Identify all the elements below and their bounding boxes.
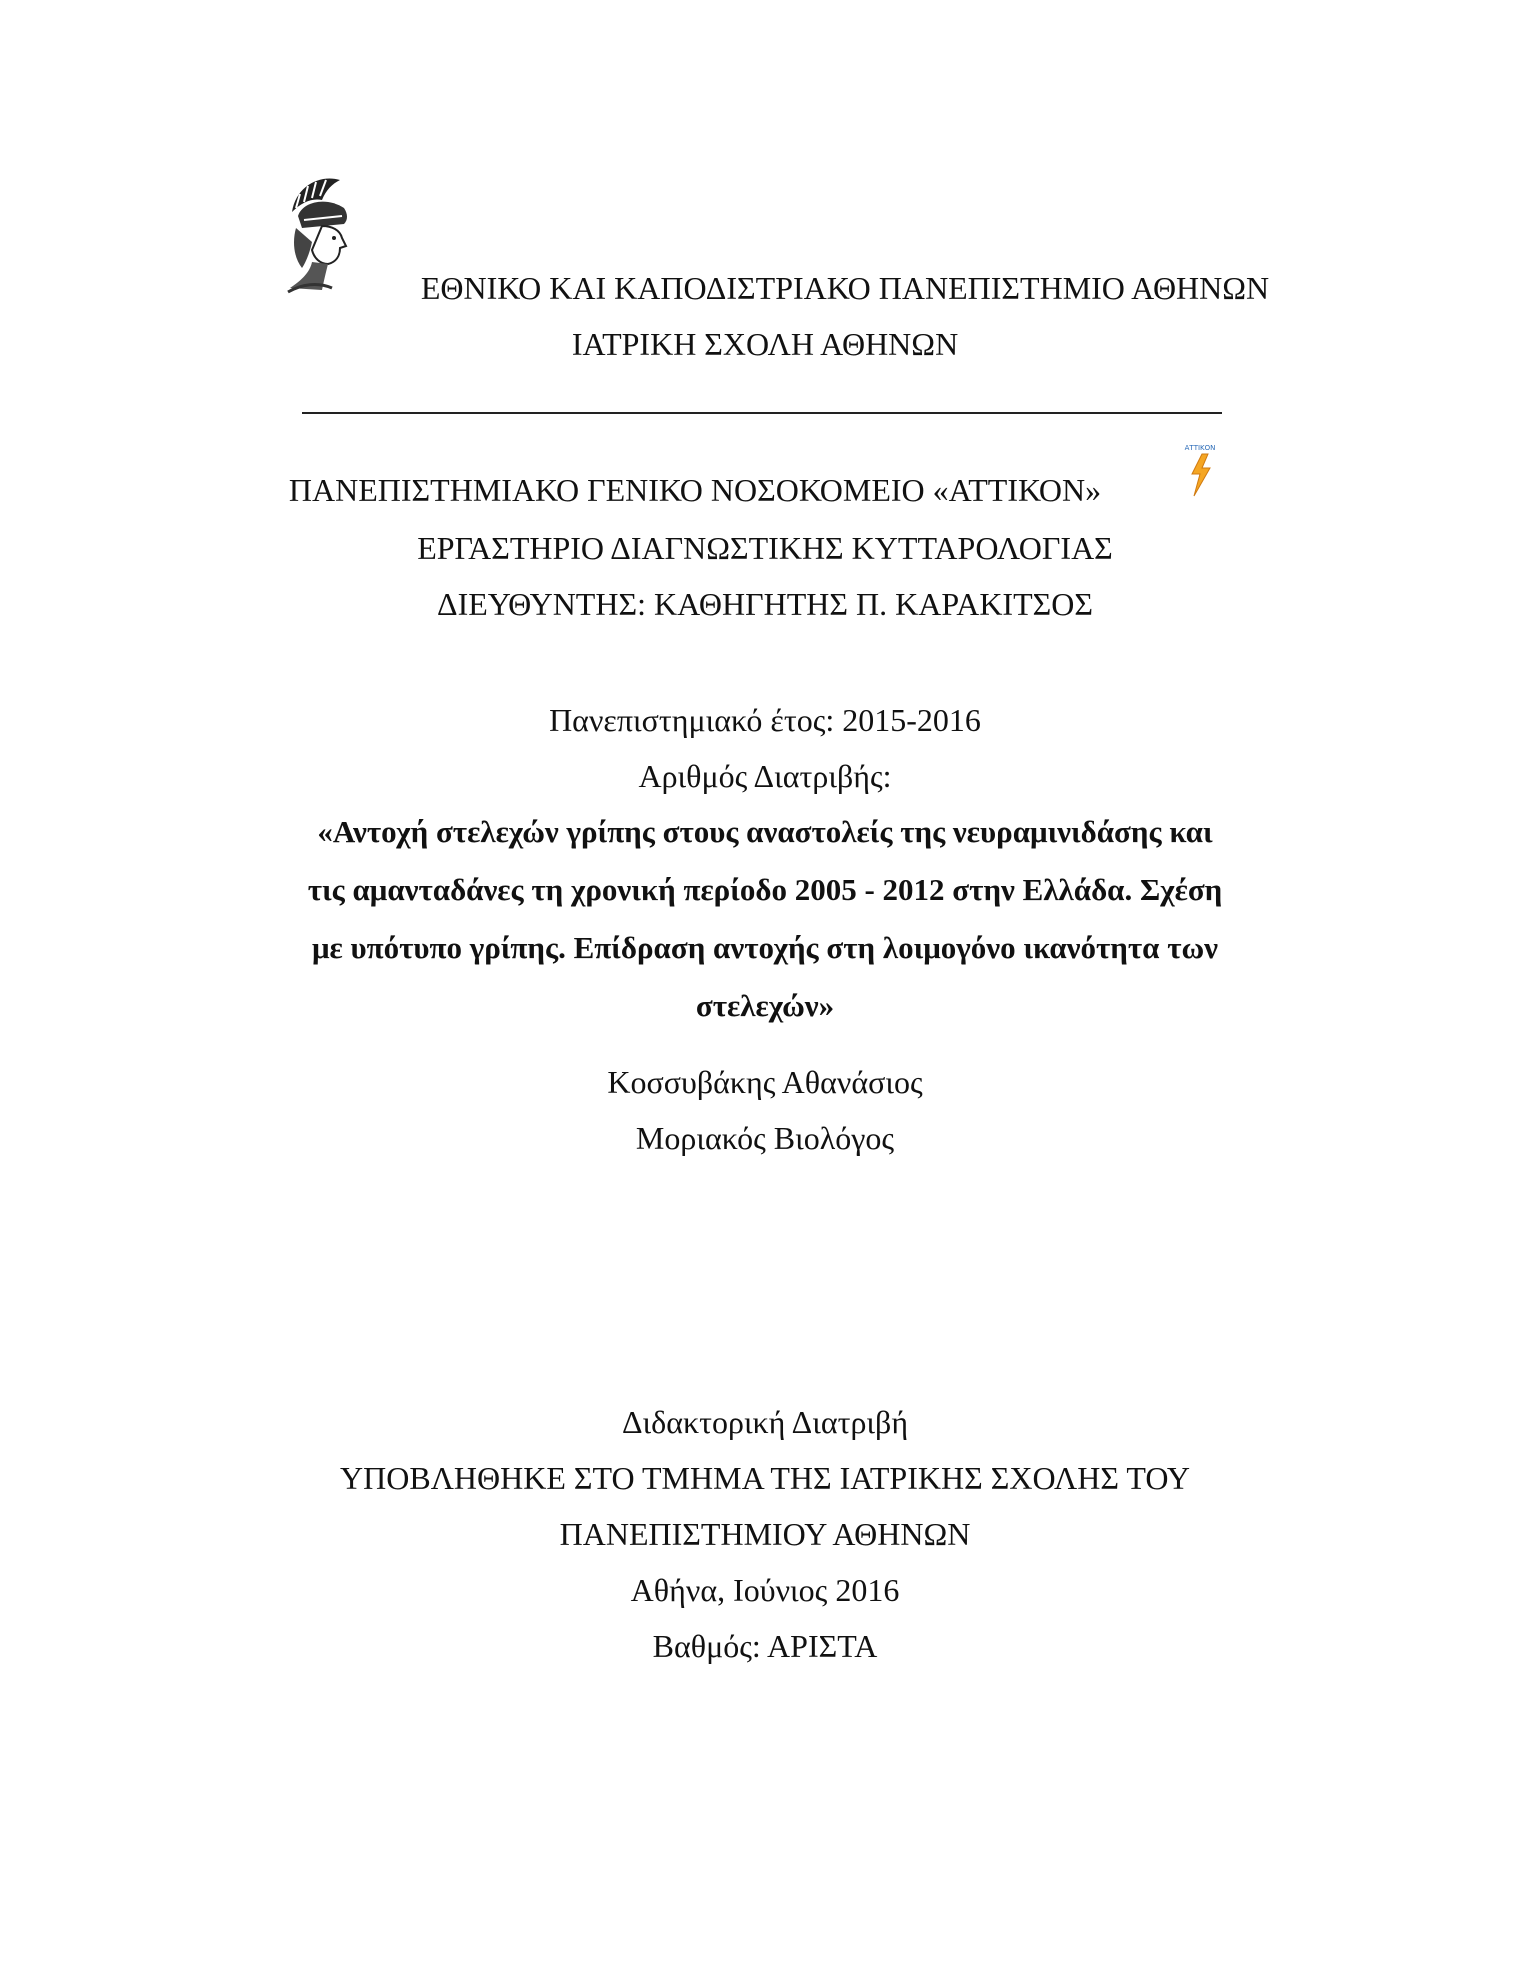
author-name: Κοσσυβάκης Αθανάσιος	[607, 1064, 923, 1100]
school-name: ΙΑΤΡΙΚΗ ΣΧΟΛΗ ΑΘΗΝΩΝ	[571, 326, 959, 362]
submitted-line-2: ΠΑΝΕΠΙΣΤΗΜΙΟΥ ΑΘΗΝΩΝ	[559, 1516, 971, 1552]
thesis-type: Διδακτορική Διατριβή	[621, 1404, 909, 1440]
thesis-title-line-3: με υπότυπο γρίπης. Επίδραση αντοχής στη λοιμογόνο ικανότητα των	[311, 930, 1219, 965]
lab-name: ΕΡΓΑΣΤΗΡΙΟ ΔΙΑΓΝΩΣΤΙΚΗΣ ΚΥΤΤΑΡΟΛΟΓΙΑΣ	[417, 530, 1113, 566]
thesis-title-line-2: τις αμανταδάνες τη χρονική περίοδο 2005 - 2012 στην Ελλάδα. Σχέση	[307, 872, 1223, 907]
thesis-title-line-1: «Αντοχή στελεχών γρίπης στους αναστολείς της νευραμινιδάσης και	[317, 814, 1213, 849]
university-name: ΕΘΝΙΚΟ ΚΑΙ ΚΑΠΟΔΙΣΤΡΙΑΚΟ ΠΑΝΕΠΙΣΤΗΜΙΟ ΑΘΗΝΩΝ	[420, 270, 1270, 306]
thesis-title-line-4: στελεχών»	[695, 988, 835, 1023]
place-date: Αθήνα, Ιούνιος 2016	[630, 1572, 900, 1608]
submitted-line-1: ΥΠΟΒΛΗΘΗΚΕ ΣΤΟ ΤΜΗΜΑ ΤΗΣ ΙΑΤΡΙΚΗΣ ΣΧΟΛΗΣ ΤΟΥ	[340, 1460, 1190, 1496]
thesis-number: Αριθμός Διατριβής:	[638, 758, 892, 794]
header-divider	[302, 412, 1222, 414]
author-role: Μοριακός Βιολόγος	[635, 1120, 895, 1156]
grade: Βαθμός: ΑΡΙΣΤΑ	[652, 1628, 878, 1664]
director-line: ΔΙΕΥΘΥΝΤΗΣ: ΚΑΘΗΓΗΤΗΣ Π. ΚΑΡΑΚΙΤΣΟΣ	[437, 586, 1093, 622]
hospital-name: ΠΑΝΕΠΙΣΤΗΜΙΑΚΟ ΓΕΝΙΚΟ ΝΟΣΟΚΟΜΕΙΟ «ΑΤΤΙΚΟΝ»	[288, 472, 1102, 508]
academic-year: Πανεπιστημιακό έτος: 2015-2016	[549, 702, 981, 738]
attikon-logo-text: ΑΤΤΙΚΟΝ	[1184, 444, 1216, 452]
